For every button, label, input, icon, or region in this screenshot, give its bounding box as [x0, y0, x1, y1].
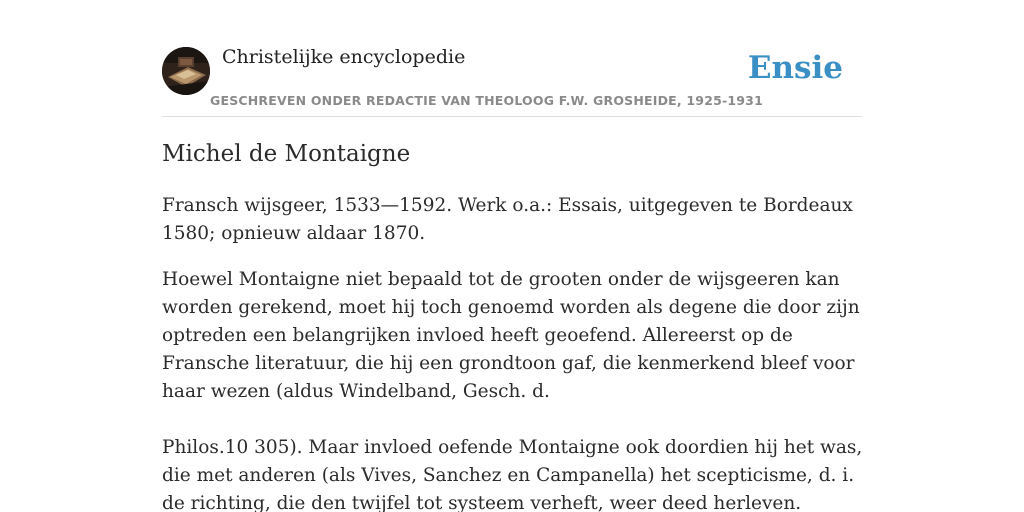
- article-paragraph: Hoewel Montaigne niet bepaald tot de grooten onder de wijsgeeren kan worden gerekend, moet hij toch genoemd worden als degene die door zijn optreden een belangrijken invloed heeft geoefend. Allereerst op de Fransche literatuur, die hij een grondtoon gaf, die kenmerkend bleef voor haar wezen (aldus Windelband, Gesch. d. Philos.10 305). Maar invloed oefende Montaigne ook doordien hij het was, die met anderen (als Vives, Sanchez en Campanella) het scepticisme, d. i. de richting, die den twijfel tot systeem verheft, weer deed herleven.: [162, 269, 863, 512]
- article-content: [162, 138, 868, 512]
- site-header: [162, 44, 862, 117]
- article-title: Michel de Montaigne: [162, 141, 411, 167]
- book-photo-icon: [162, 47, 210, 95]
- site-title[interactable]: Christelijke encyclopedie: [222, 46, 466, 68]
- ensie-logo-link[interactable]: Ensie: [747, 50, 843, 86]
- article-paragraph: Fransch wijsgeer, 1533—1592. Werk o.a.: Essais, uitgegeven te Bordeaux 1580; opnieuw aldaar 1870.: [162, 195, 853, 244]
- site-subtitle: GESCHREVEN ONDER REDACTIE VAN THEOLOOG F.W. GROSHEIDE, 1925-1931: [210, 93, 763, 108]
- encyclopedia-avatar[interactable]: [162, 47, 210, 95]
